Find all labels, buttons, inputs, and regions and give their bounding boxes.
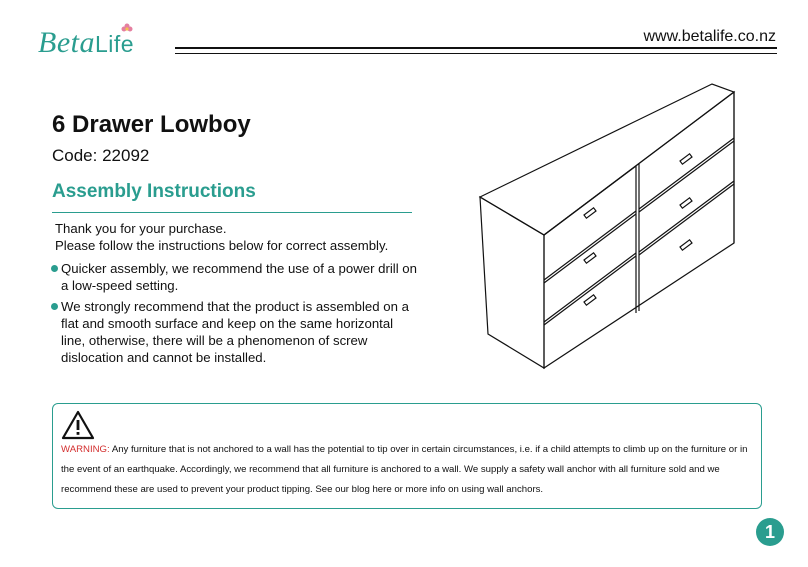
header-rule-thin: [175, 53, 777, 54]
flower-icon: [120, 22, 134, 36]
instruction-list: [50, 260, 420, 370]
header-rule: [175, 47, 777, 49]
section-title: Assembly Instructions: [52, 181, 256, 202]
list-item: Quicker assembly, we recommend the use of a power drill on a low-speed setting.: [50, 260, 420, 294]
dresser-illustration: [472, 80, 772, 380]
website-url: www.betalife.co.nz: [643, 28, 776, 45]
warning-triangle-icon: [61, 410, 95, 440]
intro-text: [55, 220, 388, 254]
intro-line-2: Please follow the instructions below for correct assembly.: [55, 238, 389, 253]
warning-label: WARNING:: [61, 444, 110, 455]
page-title: 6 Drawer Lowboy: [52, 111, 251, 138]
warning-text: [61, 440, 751, 500]
list-item: We strongly recommend that the product is assembled on a flat and smooth surface and keep on the same horizontal line, otherwise, there will be a phenomenon of screw dislocation and cannot be installed.: [50, 298, 420, 366]
intro-line-1: Thank you for your purchase.: [55, 221, 227, 236]
warning-box: [52, 403, 762, 509]
logo-text-rest: Life: [94, 31, 135, 57]
warning-body: Any furniture that is not anchored to a wall has the potential to tip over in certain circumstances, i.e. if a child attempts to climb up on the furniture or in the event of an earthquake. Accordingly, we recommend that all furniture is anchored to a wall. We supply a safety wall anchor with all furniture sold and we recommend these are used to prevent your product tipping. See our blog here or more info on using wall anchors.: [61, 444, 748, 495]
logo-text-main: Beta: [38, 26, 95, 59]
brand-logo: [38, 22, 158, 68]
page-number-badge: 1: [756, 518, 784, 546]
product-code: Code: 22092: [52, 146, 150, 165]
section-rule: [52, 212, 412, 213]
